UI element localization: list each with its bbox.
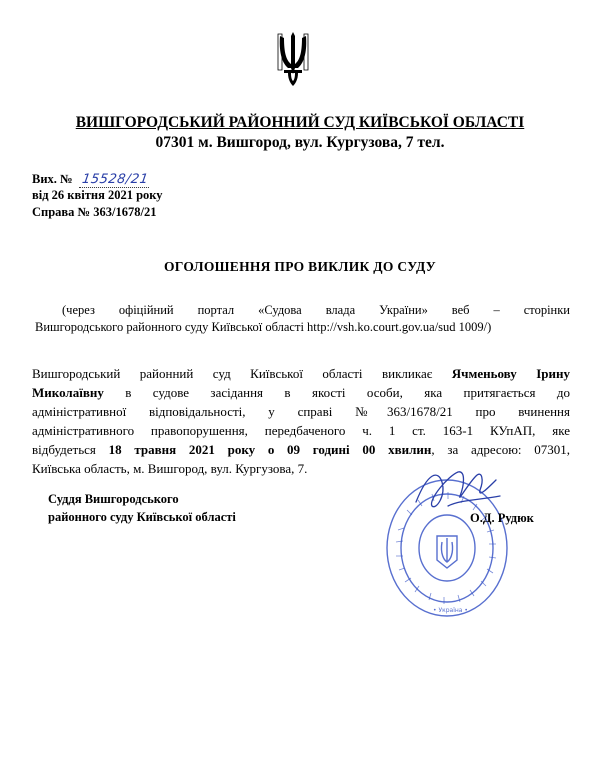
person-name-part-2: Миколаївну [32, 385, 104, 400]
summons-body [32, 364, 570, 478]
body-line-2 [32, 383, 570, 402]
outgoing-number-line [32, 172, 150, 188]
court-name: ВИШГОРОДСЬКИЙ РАЙОННИЙ СУД КИЇВСЬКОЇ ОБЛАСТІ [75, 114, 525, 131]
person-name-part-1: Ячменьову Ірину [451, 366, 570, 381]
body-line-4: адміністративного правопорушення, передбаченого ч. 1 ст. 163-1 КУпАП, яке [32, 423, 570, 438]
body-text: , за адресою: 07301, [431, 442, 570, 457]
document-title: ОГОЛОШЕННЯ ПРО ВИКЛИК ДО СУДУ [164, 259, 436, 274]
body-text: Вишгородський районний суд Київської області викликає [32, 366, 452, 381]
court-address: 07301 м. Вишгород, вул. Кургузова, 7 тел. [155, 134, 445, 151]
judge-title-line-2: районного суду Київської області [48, 510, 236, 524]
outgoing-number-handwritten: 15528/21 [79, 172, 152, 188]
outgoing-label: Вих. № [32, 172, 73, 186]
judge-title-line-1: Суддя Вишгородського [48, 492, 179, 506]
body-text: в судове засідання в якості особи, яка притягається до [103, 385, 570, 400]
body-line-6: Київська область, м. Вишгород, вул. Кургузова, 7. [32, 461, 308, 476]
body-text: відбудеться [32, 442, 109, 457]
hearing-datetime: 18 травня 2021 року о 09 годині 00 хвилин [108, 442, 432, 457]
judge-name: О.Д. Рудюк [470, 511, 534, 525]
date-line: від 26 квітня 2021 року [32, 188, 163, 202]
svg-text:• Україна •: • Україна • [433, 607, 468, 614]
trident-emblem-icon [276, 30, 310, 88]
portal-note-line-2: Вишгородського районного суду Київської області http://vsh.ko.court.gov.ua/sud 1009/) [35, 320, 492, 334]
portal-note-line-1: (через офіційний портал «Судова влада України» веб – сторінки [62, 303, 570, 317]
portal-note [35, 302, 570, 336]
body-line-1 [32, 364, 570, 383]
case-number-line: Справа № 363/1678/21 [32, 205, 157, 219]
body-line-3: адміністративної відповідальності, у справі №363/1678/21 про вчинення [32, 404, 570, 419]
body-line-5 [32, 440, 570, 459]
